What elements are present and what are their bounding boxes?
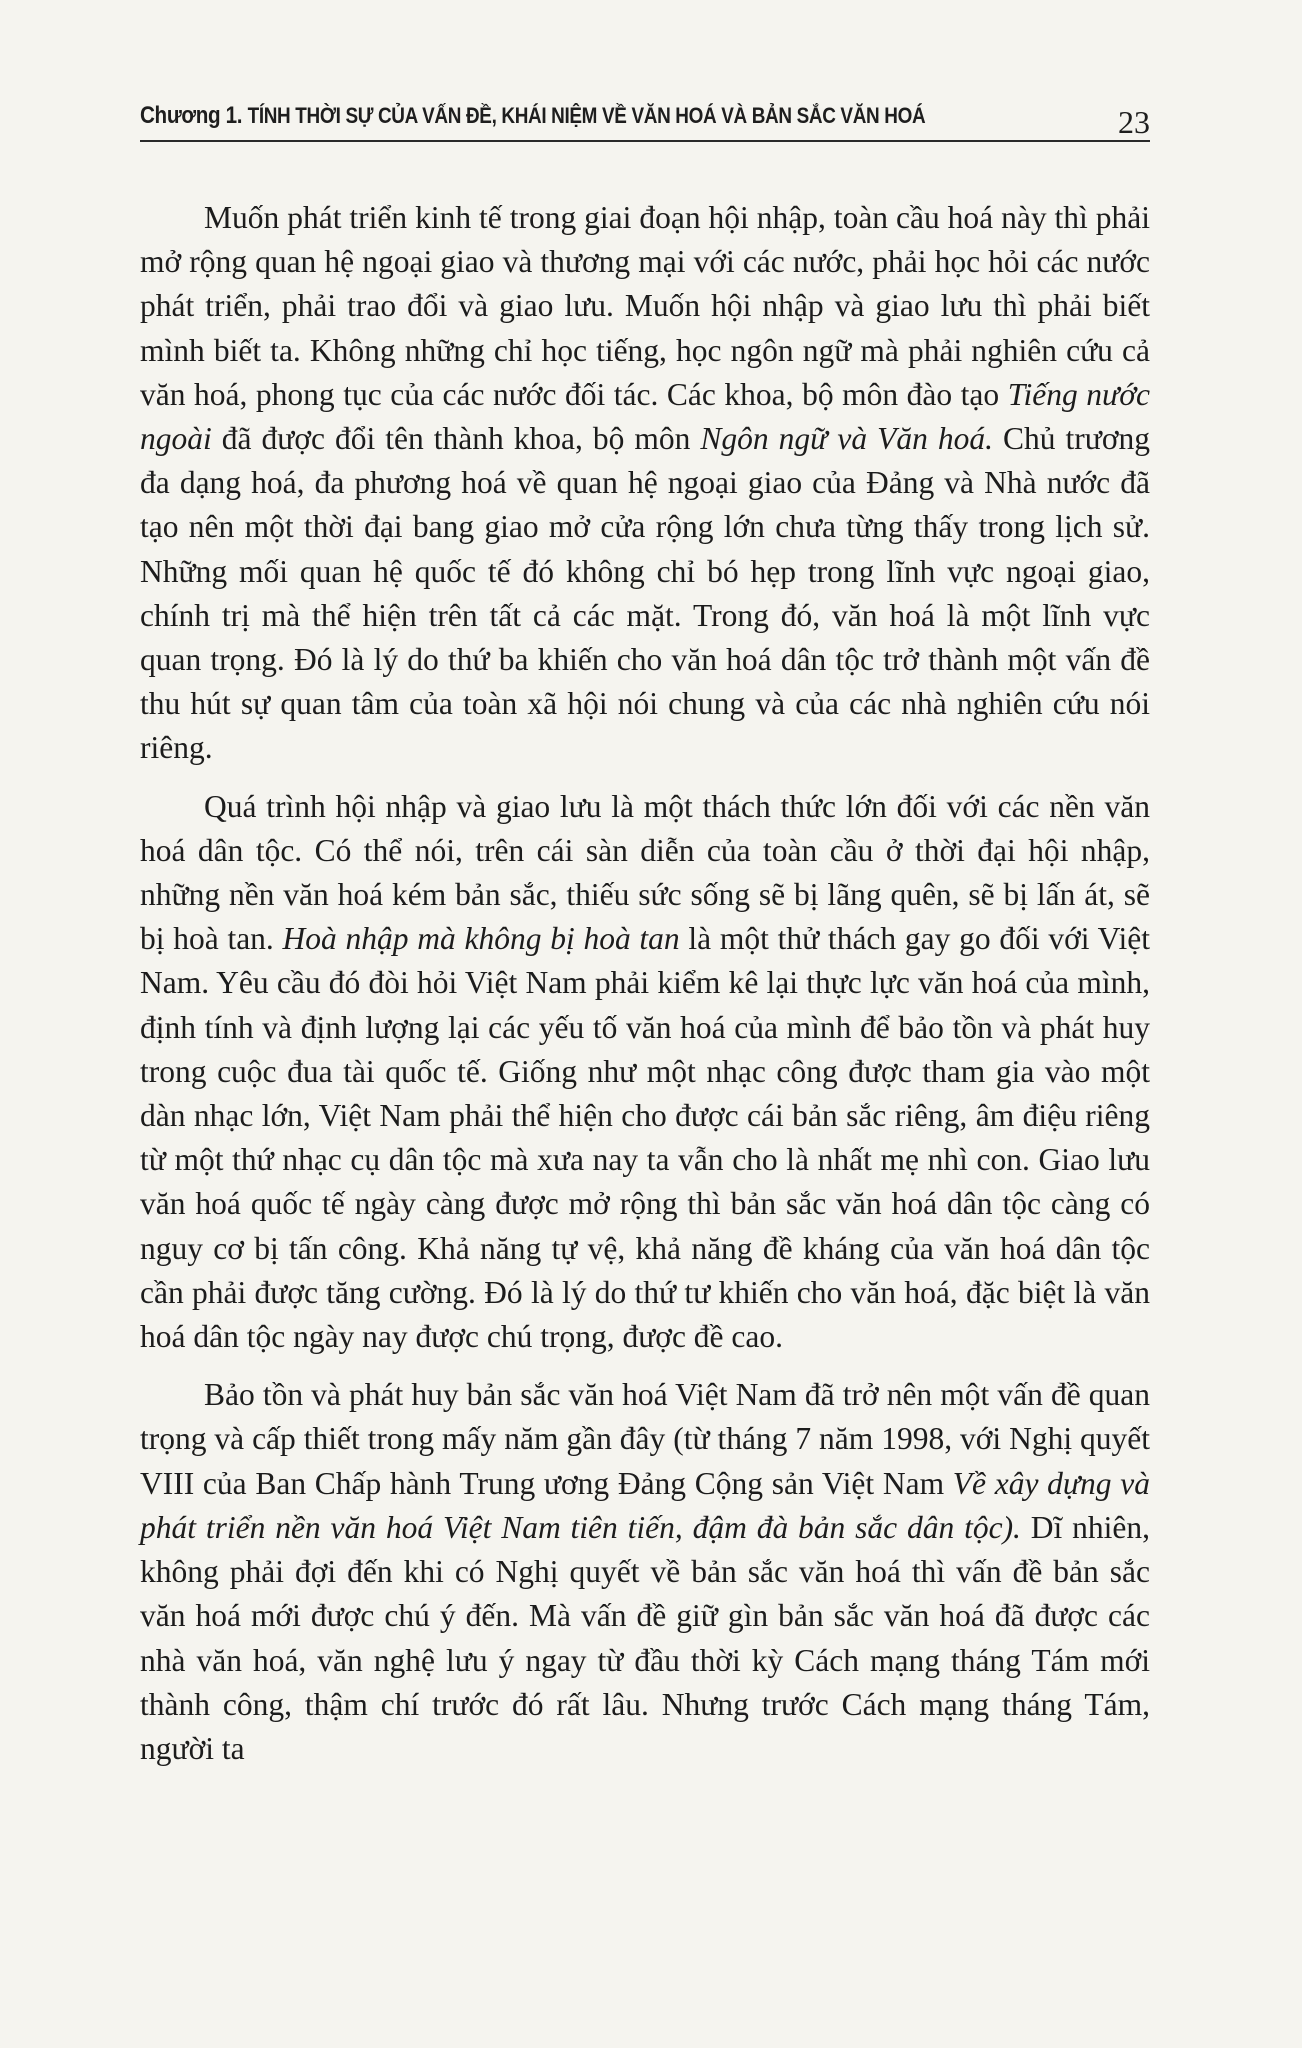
text-run: Quá trình hội nhập và giao lưu là một thách thức lớn đối với các nền văn hoá dân tộc. Có thể nói, trên cái sàn diễn của toàn cầu ở thời đại hội nhập, những nền văn hoá kém bản sắc, thiếu sức sống sẽ bị lãng quên, sẽ bị lấn át, sẽ bị hoà tan. (140, 788, 1150, 957)
chapter-label: Chương 1. (140, 102, 243, 129)
paragraph-1 (140, 196, 1150, 771)
text-run: Dĩ nhiên, không phải đợi đến khi có Nghị quyết về bản sắc văn hoá thì vấn đề bản sắc văn hoá mới được chú ý đến. Mà vấn đề giữ gìn bản sắc văn hoá đã được các nhà văn hoá, văn nghệ lưu ý ngay từ đầu thời kỳ Cách mạng tháng Tám mới thành công, thậm chí trước đó rất lâu. Nhưng trước Cách mạng tháng Tám, người ta (140, 1509, 1150, 1766)
page-number: 23 (1118, 104, 1150, 140)
text-run: đã được đổi tên thành khoa, bộ môn (211, 421, 701, 457)
italic-run: Ngôn ngữ và Văn hoá. (700, 421, 993, 457)
text-run: Chủ trương đa dạng hoá, đa phương hoá về quan hệ ngoại giao của Đảng và Nhà nước đã tạo nên một thời đại bang giao mở cửa rộng lớn chưa từng thấy trong lịch sử. Những mối quan hệ quốc tế đó không chỉ bó hẹp trong lĩnh vực ngoại giao, chính trị mà thể hiện trên tất cả các mặt. Trong đó, văn hoá là một lĩnh vực quan trọng. Đó là lý do thứ ba khiến cho văn hoá dân tộc trở thành một vấn đề thu hút sự quan tâm của toàn xã hội nói chung và của các nhà nghiên cứu nói riêng. (140, 421, 1150, 766)
paragraph-3 (140, 1373, 1150, 1771)
text-run: Muốn phát triển kinh tế trong giai đoạn hội nhập, toàn cầu hoá này thì phải mở rộng quan hệ ngoại giao và thương mại với các nước, phải học hỏi các nước phát triển, phải trao đổi và giao lưu. Muốn hội nhập và giao lưu thì phải biết mình biết ta. Không những chỉ học tiếng, học ngôn ngữ mà phải nghiên cứu cả văn hoá, phong tục của các nước đối tác. Các khoa, bộ môn đào tạo (140, 200, 1150, 412)
italic-run: Về xây dựng và phát triển nền văn hoá Việt Nam tiên tiến, đậm đà bản sắc dân tộc). (140, 1465, 1150, 1545)
paragraph-2 (140, 785, 1150, 1360)
chapter-title: TÍNH THỜI SỰ CỦA VẤN ĐỀ, KHÁI NIỆM VỀ VĂN HOÁ VÀ BẢN SẮC VĂN HOÁ (247, 103, 926, 128)
italic-run: Tiếng nước ngoài (140, 376, 1150, 457)
body-text (140, 196, 1150, 1785)
text-run: Bảo tồn và phát huy bản sắc văn hoá Việt Nam đã trở nên một vấn đề quan trọng và cấp thiết trong mấy năm gần đây (từ tháng 7 năm 1998, với Nghị quyết VIII của Ban Chấp hành Trung ương Đảng Cộng sản Việt Nam (140, 1377, 1150, 1501)
italic-run: Hoà nhập mà không bị hoà tan (282, 921, 680, 957)
text-run: là một thử thách gay go đối với Việt Nam. Yêu cầu đó đòi hỏi Việt Nam phải kiểm kê lại thực lực văn hoá của mình, định tính và định lượng lại các yếu tố văn hoá của mình để bảo tồn và phát huy trong cuộc đua tài quốc tế. Giống như một nhạc công được tham gia vào một dàn nhạc lớn, Việt Nam phải thể hiện cho được cái bản sắc riêng, âm điệu riêng từ một thứ nhạc cụ dân tộc mà xưa nay ta vẫn cho là nhất mẹ nhì con. Giao lưu văn hoá quốc tế ngày càng được mở rộng thì bản sắc văn hoá dân tộc càng có nguy cơ bị tấn công. Khả năng tự vệ, khả năng đề kháng của văn hoá dân tộc cần phải được tăng cường. Đó là lý do thứ tư khiến cho văn hoá, đặc biệt là văn hoá dân tộc ngày nay được chú trọng, được đề cao. (140, 921, 1150, 1355)
running-header (140, 98, 1150, 142)
chapter-heading (140, 102, 925, 130)
